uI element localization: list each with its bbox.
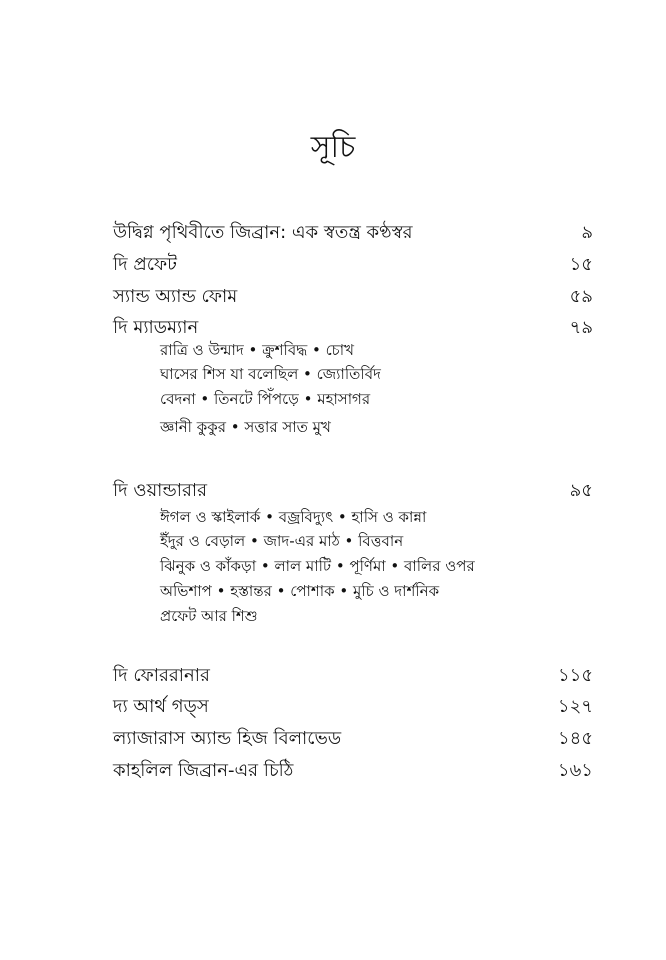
toc-entry-page: ১৪৫: [557, 728, 593, 749]
toc-subentry: প্রফেট আর শিশু: [160, 607, 258, 625]
toc-subentry: ঈগল ও স্কাইলার্ক • বজ্রবিদ্যুৎ • হাসি ও কান্না: [160, 508, 427, 526]
toc-entry-page: ১৬১: [557, 760, 593, 781]
toc-subentry: ইঁদুর ও বেড়াল • জাদ-এর মাঠ • বিত্তবান: [160, 532, 404, 550]
toc-entry-letters[interactable]: [113, 756, 593, 786]
toc-entry-label: দি প্রফেট: [113, 254, 177, 275]
toc-entry-the-prophet[interactable]: [113, 250, 593, 280]
toc-entry-label: কাহলিল জিব্রান-এর চিঠি: [113, 760, 294, 781]
toc-entry-page: ৭৯: [569, 317, 593, 338]
toc-entry-label: স্যান্ড অ্যান্ড ফোম: [113, 286, 238, 307]
toc-entry-intro[interactable]: [113, 218, 593, 248]
toc-entry-page: ১১৫: [557, 665, 593, 686]
toc-entry-the-forerunner[interactable]: [113, 661, 593, 691]
toc-entry-sand-and-foam[interactable]: [113, 282, 593, 312]
toc-entry-label: দ্য আর্থ গড্‌স: [113, 696, 209, 717]
toc-subentry: অভিশাপ • হস্তান্তর • পোশাক • মুচি ও দার্শনিক: [160, 582, 440, 600]
toc-entry-label: উদ্বিগ্ন পৃথিবীতে জিব্রান: এক স্বতন্ত্র কণ্ঠস্বর: [113, 222, 413, 243]
toc-subentry: ঘাসের শিস যা বলেছিল • জ্যোতির্বিদ: [160, 365, 381, 383]
toc-entry-lazarus-and-his-beloved[interactable]: [113, 724, 593, 754]
toc-entry-the-wanderer[interactable]: [113, 476, 593, 506]
toc-entry-label: ল্যাজারাস অ্যান্ড হিজ বিলাভেড: [113, 728, 342, 749]
toc-entry-page: ৯৫: [569, 480, 593, 501]
toc-entry-page: ১২৭: [557, 696, 593, 717]
toc-entry-page: ৯: [581, 222, 593, 243]
toc-subentry: রাত্রি ও উন্মাদ • ক্রুশবিদ্ধ • চোখ: [160, 341, 354, 359]
page-title: সূচি: [310, 130, 356, 165]
toc-entry-label: দি ওয়ান্ডারার: [113, 480, 208, 501]
toc-subentry: জ্ঞানী কুকুর • সত্তার সাত মুখ: [160, 418, 331, 436]
toc-entry-page: ৫৯: [569, 286, 593, 307]
toc-entry-label: দি ম্যাডম্যান: [113, 317, 199, 338]
toc-entry-the-earth-gods[interactable]: [113, 692, 593, 722]
toc-subentry: বেদনা • তিনটে পিঁপড়ে • মহাসাগর: [160, 390, 371, 408]
toc-entry-label: দি ফোররানার: [113, 665, 210, 686]
toc-entry-page: ১৫: [569, 254, 593, 275]
toc-subentry: ঝিনুক ও কাঁকড়া • লাল মাটি • পূর্ণিমা • বালির ওপর: [160, 557, 475, 575]
